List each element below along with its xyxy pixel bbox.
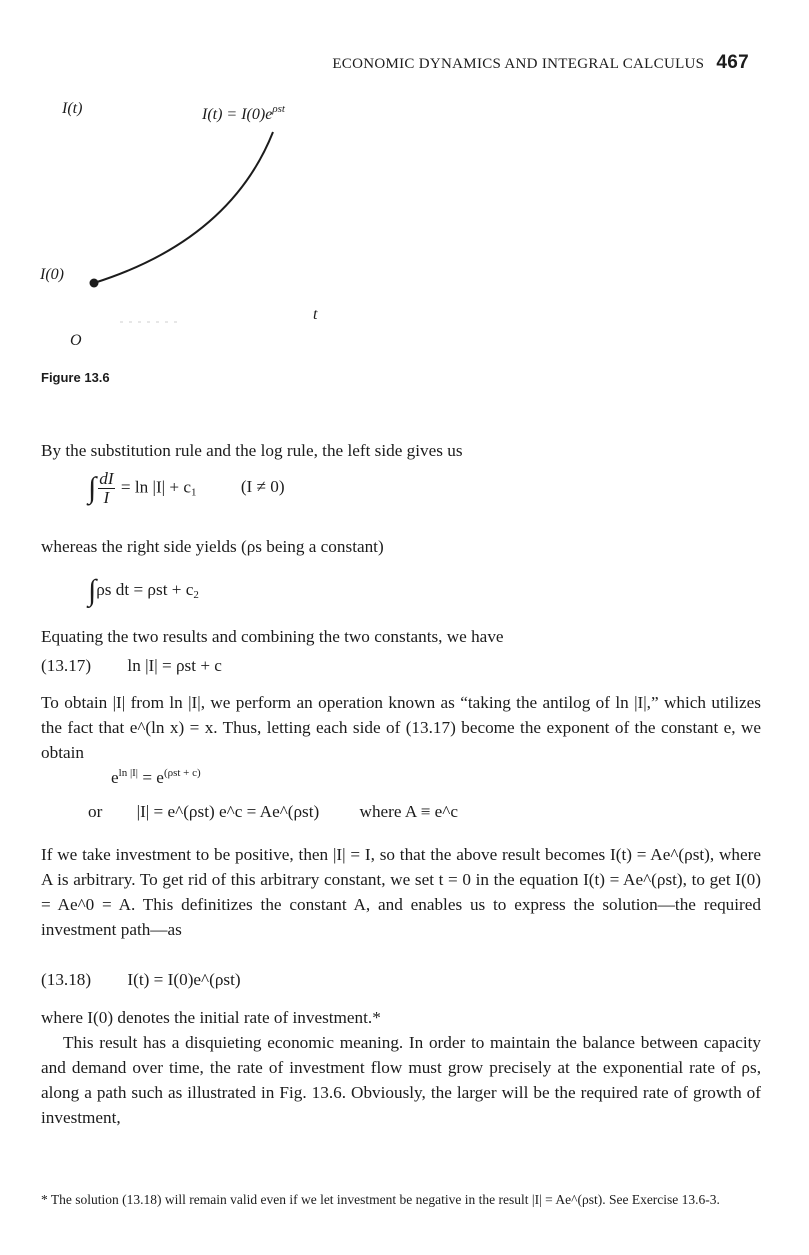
paragraph-4: To obtain |I| from ln |I|, we perform an operation known as “taking the antilog of ln |I|,” which utilizes the fact that e^(ln x) = x. Thus, letting each side of (13.17) become the exponent of the constant e, we obtain <box>41 693 761 762</box>
equation-13-18: (13.18) I(t) = I(0)e^(ρst) <box>41 970 241 989</box>
footnote: * The solution (13.18) will remain valid even if we let investment be negative in the result |I| = Ae^(ρst). See Exercise 13.6-3. <box>41 1192 720 1207</box>
equation-antilog: $e^{ln |I|} = e^{(\rho st + c)}$ <box>111 767 201 787</box>
paragraph-6: where I(0) denotes the initial rate of investment.* <box>41 1008 381 1027</box>
equation-right-integral: ∫ρs dt = $\rho st + c_2$ <box>88 574 199 607</box>
running-header-title: ECONOMIC DYNAMICS AND INTEGRAL CALCULUS <box>332 56 705 72</box>
equation-abs-investment: or |I| = e^(ρst) e^c = Ae^(ρst) where A ≡ e^c <box>88 802 458 821</box>
figure-y-axis-label: I(t) <box>62 100 83 117</box>
paragraph-7: This result has a disquieting economic meaning. In order to maintain the balance between capacity and demand over time, the rate of investment flow must grow precisely at the exponential rate of ρs, along a path such as illustrated in Fig. 13.6. Obviously, the larger will be the required rate of growth of investment, <box>41 1033 761 1127</box>
paragraph-5: If we take investment to be positive, then |I| = I, so that the above result becomes I(t) = Ae^(ρst), where A is arbitrary. To get rid of this arbitrary constant, we set t = 0 in the equation I(t) = Ae^(ρst), to get I(0) = Ae^0 = A. This definitizes the constant A, and enables us to express the solution—the required investment path—as <box>41 845 761 939</box>
figure-caption: Figure 13.6 <box>41 370 110 385</box>
figure-origin-label: O <box>70 332 82 349</box>
paragraph-3: Equating the two results and combining the two constants, we have <box>41 627 504 646</box>
paragraph-1: By the substitution rule and the log rule, the left side gives us <box>41 441 463 460</box>
figure-intercept-label: I(0) <box>40 266 64 283</box>
figure-x-axis-label: t <box>313 306 318 323</box>
equation-left-integral: ∫ $\frac{dI}{I}$ = $\ln |I| + c_1$ (I ≠ 0) <box>88 469 285 507</box>
figure-curve-label: $I(t) = I(0)e^{\rho st}$ <box>202 103 285 123</box>
equation-13-17: (13.17) ln |I| = ρst + c <box>41 656 222 675</box>
paragraph-2: whereas the right side yields (ρs being a constant) <box>41 537 384 556</box>
page-number: 467 <box>716 52 749 73</box>
investment-growth-curve <box>94 132 273 283</box>
initial-investment-point <box>90 279 99 288</box>
figure-13-6-graph <box>0 0 809 380</box>
